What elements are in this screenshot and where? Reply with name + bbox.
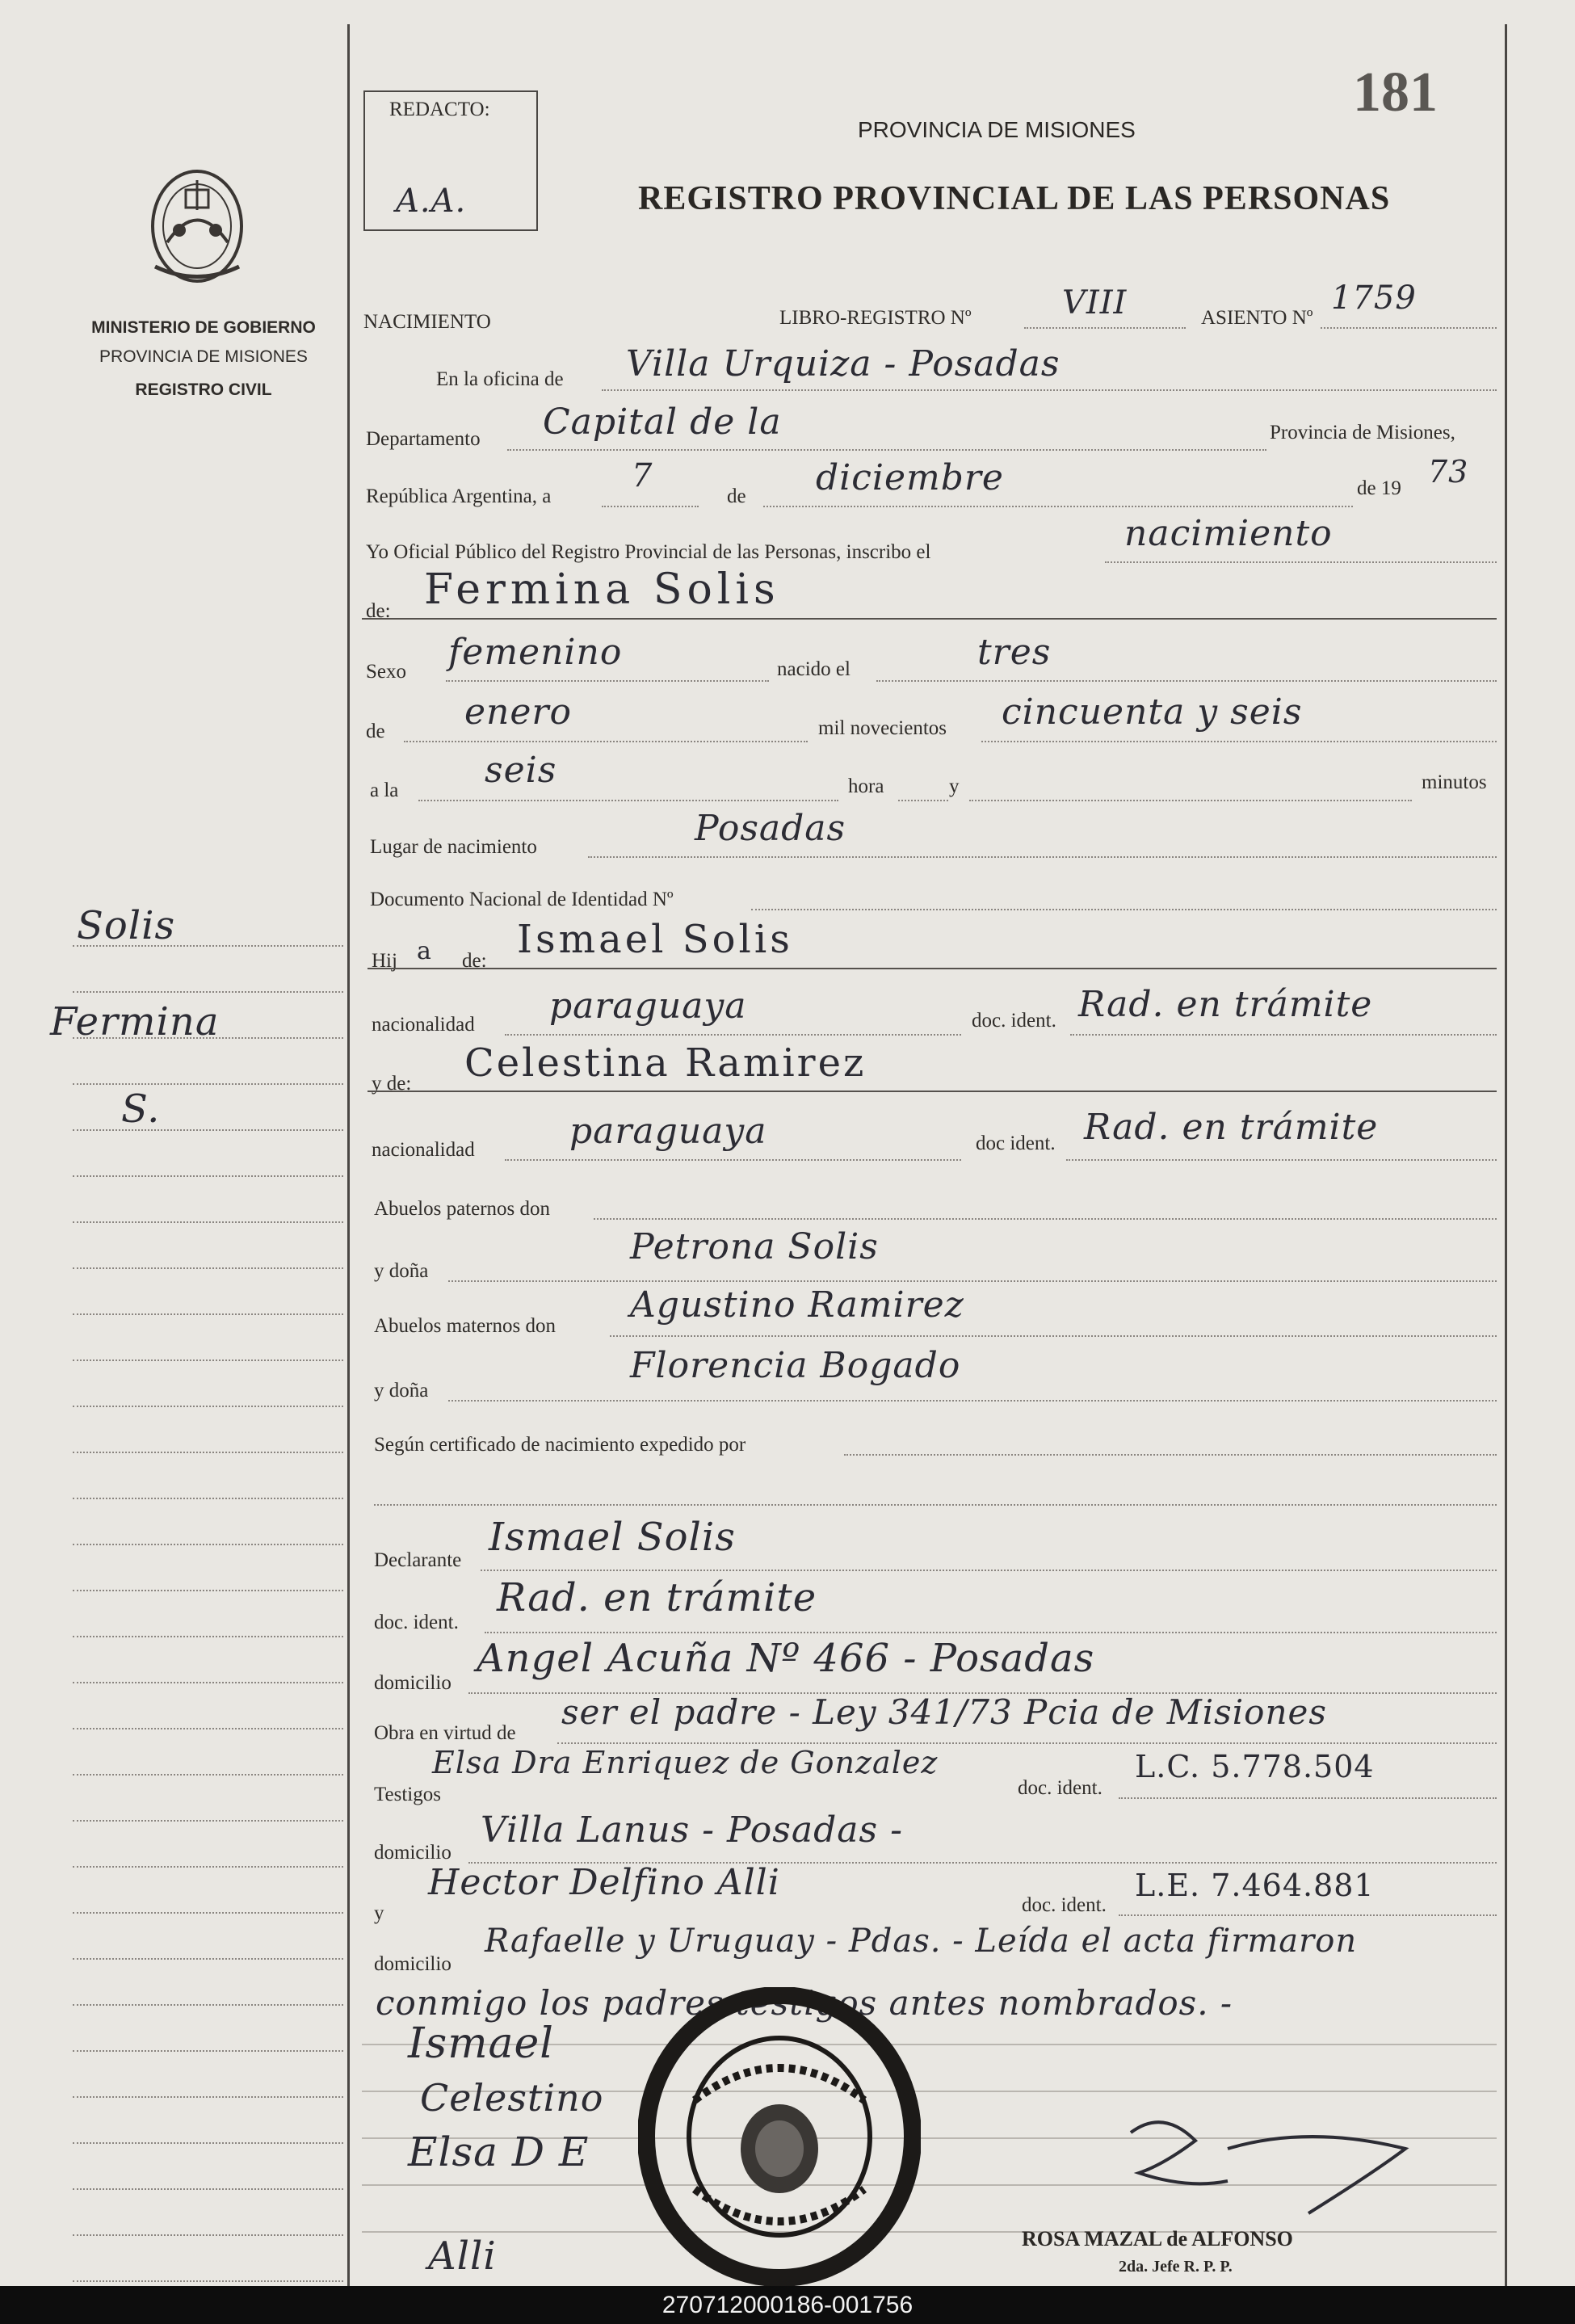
margin-rule-line (73, 1544, 343, 1545)
margin-surname: Solis (77, 903, 176, 948)
margin-rule-line (73, 1083, 343, 1085)
obra-value: ser el padre - Ley 341/73 Pcia de Misiones (561, 1692, 1327, 1732)
redacto-box (363, 90, 538, 231)
redacto-value: A.A. (396, 183, 467, 220)
anio-value: 73 (1428, 454, 1469, 490)
domicilio1-value: Angel Acuña Nº 466 - Posadas (477, 1636, 1095, 1681)
doc-t1-label: doc. ident. (1018, 1777, 1102, 1799)
right-margin-rule (1505, 24, 1507, 2286)
segun-label: Según certificado de nacimiento expedido por (374, 1434, 746, 1456)
y-label: y (949, 775, 960, 797)
doc1-value: Rad. en trámite (1078, 984, 1373, 1025)
abuelos-pat-label: Abuelos paternos don (374, 1198, 551, 1220)
signature-3: Elsa D E (408, 2129, 590, 2175)
doc-t2-label: doc. ident. (1022, 1894, 1107, 1916)
margin-rule-line (73, 1590, 343, 1591)
margin-rule-line (73, 1728, 343, 1729)
republica-label: República Argentina, a (366, 485, 552, 507)
signature-1: Ismael (408, 2019, 554, 2068)
provincia-label: Provincia de Misiones, (1270, 422, 1455, 443)
margin-rule-line (73, 2234, 343, 2236)
abuelo-pat-value: Petrona Solis (630, 1226, 879, 1267)
de-nombre-label: de: (366, 600, 391, 622)
margin-rule-line (73, 1682, 343, 1683)
departamento-label: Departamento (366, 428, 481, 450)
margin-rule-line (73, 1313, 343, 1315)
margin-initial: S. (121, 1086, 161, 1132)
official-signature (1066, 2100, 1470, 2221)
margin-rule-line (73, 2188, 343, 2190)
margin-rule-line (73, 1267, 343, 1269)
margin-rule-line (73, 1498, 343, 1499)
ydona2-label: y doña (374, 1380, 429, 1402)
oficial-label: Yo Oficial Público del Registro Provincial de las Personas, inscribo el (366, 541, 931, 563)
page-number: 181 (1353, 61, 1438, 124)
ministry-label: MINISTERIO DE GOBIERNO (91, 318, 316, 337)
archive-code: 270712000186-001756 (662, 2292, 914, 2318)
province-crest-icon (139, 166, 256, 295)
lugar-value: Posadas (695, 808, 846, 849)
doc2-value: Rad. en trámite (1084, 1107, 1379, 1148)
obra-label: Obra en virtud de (374, 1722, 516, 1744)
declarante-label: Declarante (374, 1549, 462, 1571)
margin-rule-line (73, 1820, 343, 1822)
margin-rule-line (73, 1866, 343, 1868)
civil-registry-label: REGISTRO CIVIL (135, 380, 272, 399)
archive-code-bar (0, 2286, 1575, 2324)
asiento-label: ASIENTO Nº (1201, 307, 1313, 329)
testigo2-value: Hector Delfino Alli (428, 1862, 780, 1903)
oficina-label: En la oficina de (436, 368, 564, 390)
domicilio3-label: domicilio (374, 1953, 452, 1975)
margin-rule-line (73, 1129, 343, 1131)
hijo-label: Hij (372, 950, 397, 972)
signature-2: Celestino (420, 2076, 604, 2120)
doc2-label: doc ident. (976, 1133, 1056, 1154)
doc-t2-value: L.E. 7.464.881 (1135, 1868, 1375, 1903)
province-title: PROVINCIA DE MISIONES (858, 117, 1136, 142)
nombre-value: Fermina Solis (424, 565, 780, 614)
ydona1-label: y doña (374, 1260, 429, 1282)
nac1-value: paraguaya (549, 985, 747, 1027)
nac2-label: nacionalidad (372, 1139, 475, 1161)
yde-label: y de: (372, 1073, 412, 1095)
de-mes-value: enero (464, 691, 572, 733)
lugar-label: Lugar de nacimiento (370, 836, 537, 858)
official-seal-stamp (638, 1987, 921, 2286)
margin-rule-line (73, 1360, 343, 1361)
doc-decl-value: Rad. en trámite (497, 1575, 817, 1620)
hora-prefix: a la (370, 780, 399, 801)
margin-rule-line (73, 1912, 343, 1914)
signature-4: Alli (428, 2234, 497, 2279)
oficina-value: Villa Urquiza - Posadas (626, 343, 1060, 385)
margin-name: Fermina (50, 999, 220, 1044)
margin-rule-line (73, 991, 343, 993)
domicilio2-label: domicilio (374, 1842, 452, 1864)
margin-rule-line (73, 1958, 343, 1960)
left-column-rule (347, 24, 350, 2286)
sidebar-province-label: PROVINCIA DE MISIONES (99, 347, 308, 366)
declarante-value: Ismael Solis (489, 1515, 736, 1560)
dia-value: 7 (632, 457, 653, 494)
margin-rule-line (73, 1774, 343, 1776)
redacto-label: REDACTO: (389, 99, 490, 120)
margin-rule-line (73, 2142, 343, 2144)
domicilio3-value: Rafaelle y Uruguay - Pdas. - Leída el acta firmaron (485, 1923, 1358, 1960)
domicilio2-value: Villa Lanus - Posadas - (481, 1809, 903, 1851)
sexo-value: femenino (448, 632, 623, 673)
nacido-label: nacido el (777, 658, 850, 680)
minutos-label: minutos (1422, 771, 1487, 793)
closing-value: conmigo los padres testigos antes nombrados. - (376, 1983, 1233, 2023)
record-type: NACIMIENTO (363, 311, 491, 333)
asiento-value: 1759 (1331, 279, 1417, 317)
libro-value: VIII (1062, 284, 1128, 321)
margin-rule-line (73, 1221, 343, 1223)
nac2-value: paraguaya (569, 1111, 767, 1152)
de-mes-label: de (366, 721, 385, 742)
margin-rule-line (73, 1406, 343, 1407)
abuelos-mat-label: Abuelos maternos don (374, 1315, 556, 1337)
hijo-de-label: de: (462, 950, 487, 972)
abuela-mat-value: Florencia Bogado (630, 1345, 961, 1386)
official-name: ROSA MAZAL de ALFONSO (1022, 2227, 1293, 2250)
dni-label: Documento Nacional de Identidad Nº (370, 889, 674, 910)
margin-rule-line (73, 2050, 343, 2052)
registry-title: REGISTRO PROVINCIAL DE LAS PERSONAS (638, 180, 1391, 217)
padre-value: Ismael Solis (517, 917, 793, 962)
mes-value: diciembre (816, 457, 1004, 498)
hijo-suffix: a (417, 937, 432, 965)
anio-label: de 19 (1357, 477, 1401, 499)
hora-value: seis (485, 750, 557, 791)
testigos-label: Testigos (374, 1784, 441, 1805)
y-t2-label: y (374, 1902, 384, 1924)
margin-rule-line (73, 1175, 343, 1177)
margin-rule-line (73, 2004, 343, 2006)
margin-rule-line (73, 2096, 343, 2098)
mil-label: mil novecientos (818, 717, 947, 739)
doc1-label: doc. ident. (972, 1010, 1056, 1032)
official-title: 2da. Jefe R. P. P. (1119, 2258, 1233, 2276)
doc-decl-label: doc. ident. (374, 1612, 459, 1633)
doc-t1-value: L.C. 5.778.504 (1135, 1749, 1375, 1784)
sexo-label: Sexo (366, 661, 406, 683)
madre-value: Celestina Ramirez (464, 1040, 867, 1086)
margin-rule-line (73, 2280, 343, 2282)
nacido-value: tres (977, 632, 1052, 673)
oficial-value: nacimiento (1124, 513, 1333, 554)
departamento-value: Capital de la (543, 401, 782, 443)
margin-rule-line (73, 1636, 343, 1637)
libro-label: LIBRO-REGISTRO Nº (779, 307, 972, 329)
domicilio1-label: domicilio (374, 1672, 452, 1694)
margin-rule-line (73, 1452, 343, 1453)
abuelo-mat-value: Agustino Ramirez (630, 1284, 964, 1326)
testigo1-value: Elsa Dra Enriquez de Gonzalez (432, 1745, 939, 1780)
hora-label: hora (848, 775, 884, 797)
mil-value: cincuenta y seis (1002, 691, 1303, 733)
nac1-label: nacionalidad (372, 1014, 475, 1036)
de-label: de (727, 485, 746, 507)
